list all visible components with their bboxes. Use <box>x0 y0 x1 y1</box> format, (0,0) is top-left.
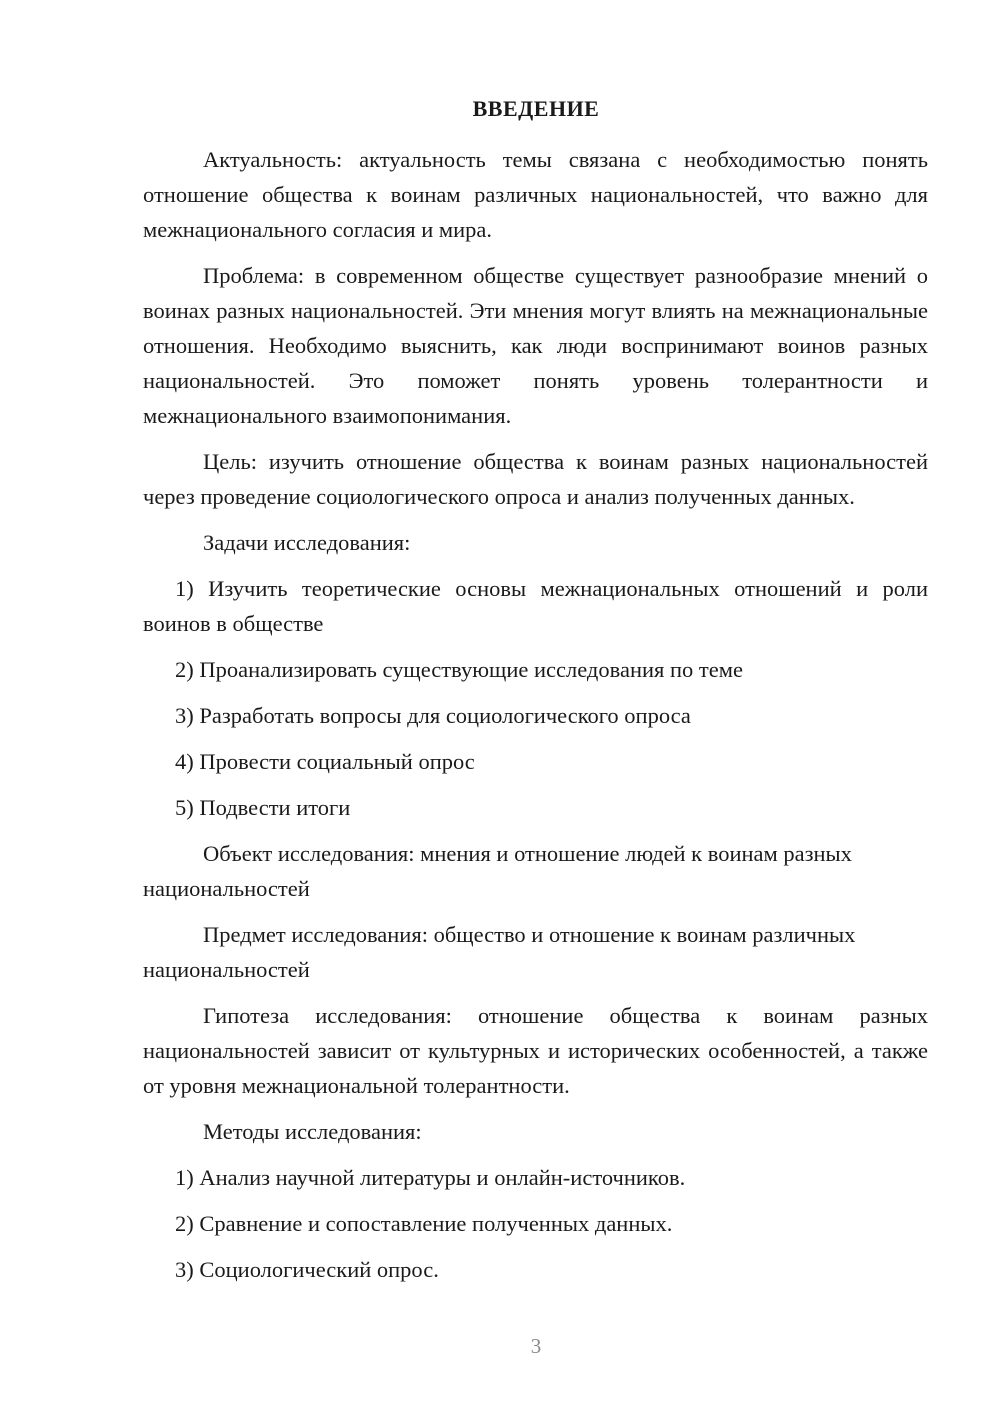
method-item: 2) Сравнение и сопоставление полученных данных. <box>175 1211 673 1236</box>
task-item: 1) Изучить теоретические основы межнациональных отношений и роли воинов в обществе <box>143 576 928 636</box>
object-paragraph: Объект исследования: мнения и отношение людей к воинам разных национальностей <box>143 841 852 901</box>
hypothesis-paragraph: Гипотеза исследования: отношение общества к воинам разных национальностей зависит от культурных и исторических особенностей, а также от уровня межнациональной толерантности. <box>143 1003 928 1098</box>
task-item: 4) Провести социальный опрос <box>175 749 475 774</box>
method-item: 3) Социологический опрос. <box>175 1257 439 1282</box>
methods-heading: Методы исследования: <box>203 1119 422 1144</box>
task-item: 2) Проанализировать существующие исследования по теме <box>175 657 743 682</box>
method-item: 1) Анализ научной литературы и онлайн-источников. <box>175 1165 686 1190</box>
tasks-heading: Задачи исследования: <box>203 530 411 555</box>
relevance-paragraph: Актуальность: актуальность темы связана с необходимостью понять отношение общества к воинам различных национальностей, что важно для межнационального согласия и мира. <box>143 147 928 242</box>
page-title: ВВЕДЕНИЕ <box>472 96 600 121</box>
page-number: 3 <box>530 1334 542 1358</box>
task-item: 5) Подвести итоги <box>175 795 351 820</box>
document-body <box>143 142 928 1298</box>
task-item: 3) Разработать вопросы для социологического опроса <box>175 703 691 728</box>
subject-paragraph: Предмет исследования: общество и отношение к воинам различных национальностей <box>143 922 856 982</box>
problem-paragraph: Проблема: в современном обществе существует разнообразие мнений о воинах разных национальностей. Эти мнения могут влиять на межнациональные отношения. Необходимо выяснить, как люди воспринимают воинов разных национальностей. Это поможет понять уровень толерантности и межнационального взаимопонимания. <box>143 263 928 428</box>
goal-paragraph: Цель: изучить отношение общества к воинам разных национальностей через проведение социологического опроса и анализ полученных данных. <box>143 449 928 509</box>
